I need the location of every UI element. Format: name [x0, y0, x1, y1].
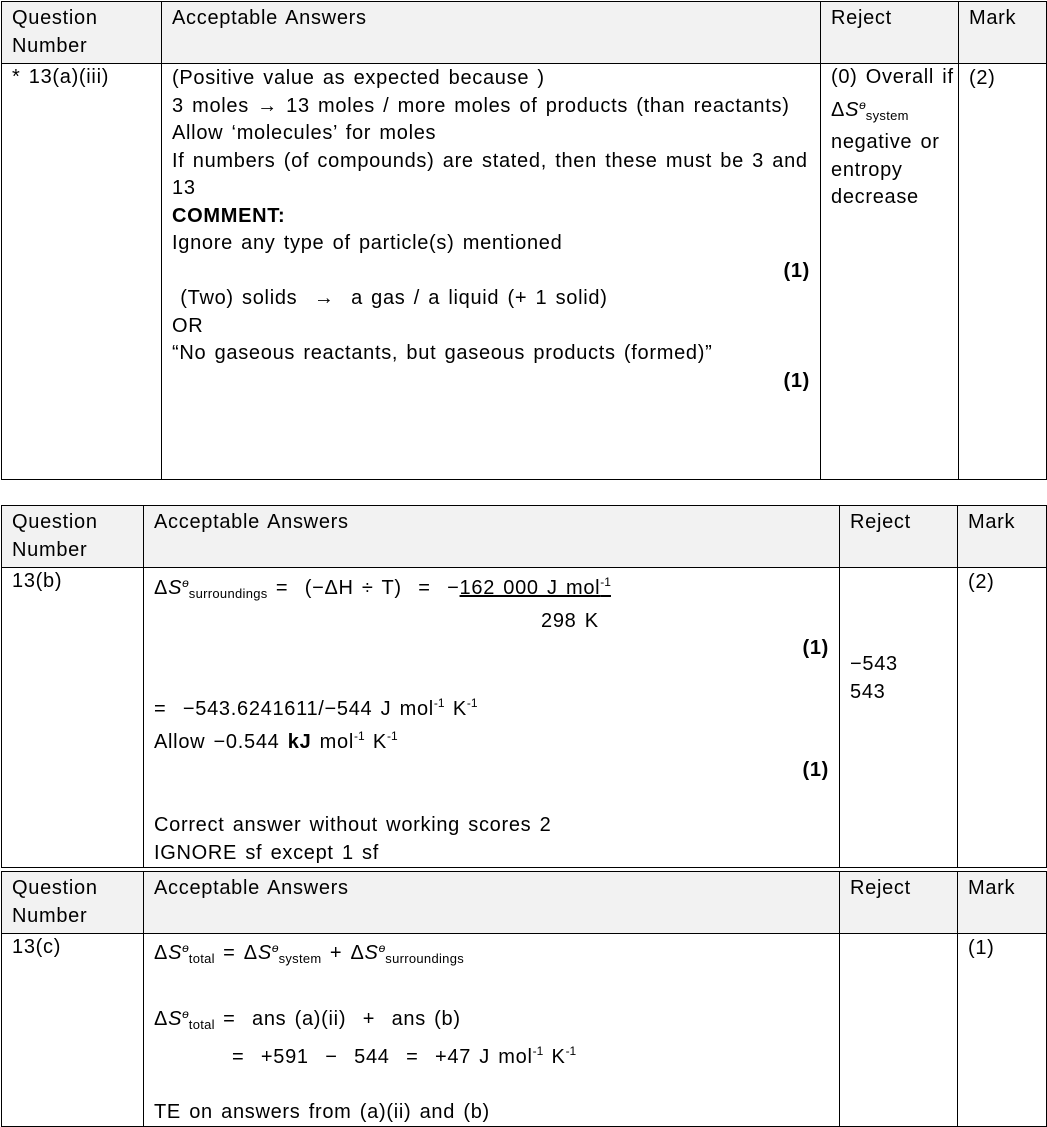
superscript: -1 [386, 729, 398, 743]
result-text: = −543.6241611/−544 J mol [154, 697, 434, 720]
header-question-number: Question Number [2, 506, 144, 568]
delta-symbol: Δ [350, 942, 365, 964]
reject-value: −543 [850, 653, 898, 675]
subscript: surroundings [385, 951, 465, 966]
unit-kj: kJ [287, 731, 312, 753]
reject-cell [821, 64, 959, 480]
header-row [2, 2, 1047, 64]
header-mark: Mark [958, 872, 1047, 934]
delta-symbol: Δ [154, 942, 169, 964]
superscript: -1 [466, 695, 478, 710]
calc-line [154, 1038, 829, 1072]
equation-line [154, 569, 829, 608]
total-equation [154, 935, 829, 973]
header-acceptable-answers: Acceptable Answers [144, 506, 840, 568]
allow-line [154, 723, 829, 757]
mark-cell: (1) [958, 934, 1047, 1127]
ans-text: = ans (a)(ii) + ans (b) [214, 1007, 461, 1030]
standard-symbol: ө [859, 97, 866, 112]
unit-k: K [364, 731, 387, 753]
reject-cell [840, 568, 958, 868]
equals: = [214, 942, 244, 964]
answer-line: If numbers (of compounds) are stated, then these must be 3 and 13 [172, 149, 808, 199]
entropy-symbol: S [168, 577, 183, 599]
answer-line: 3 moles → 13 moles / more moles of products (than reactants) [172, 94, 790, 117]
standard-symbol: ө [182, 1006, 189, 1021]
mark-scheme-table-13c [1, 871, 1047, 1127]
answer-line: OR [172, 314, 204, 337]
superscript: -1 [600, 575, 611, 589]
header-acceptable-answers: Acceptable Answers [162, 2, 821, 64]
unit-k: K [444, 697, 467, 720]
header-reject: Reject [821, 2, 959, 64]
superscript: -1 [532, 1044, 544, 1058]
subscript: total [188, 951, 215, 966]
answer-line [172, 285, 810, 313]
subscript: system [865, 107, 909, 123]
superscript: -1 [433, 695, 445, 710]
spacer [154, 663, 829, 690]
delta-symbol: Δ [831, 98, 846, 121]
header-row [2, 506, 1047, 568]
reject-text: negative or entropy decrease [831, 131, 940, 208]
reject-value: 543 [850, 680, 886, 703]
answer-row [2, 934, 1047, 1127]
standard-symbol: ө [182, 941, 189, 955]
allow-text: Allow −0.544 [154, 731, 288, 753]
mark-point: (1) [802, 758, 829, 781]
entropy-symbol: S [168, 1007, 183, 1030]
answer-row [2, 64, 1047, 480]
subscript: total [188, 1016, 215, 1032]
result-line [154, 690, 829, 724]
unit-mol: mol [311, 731, 354, 753]
answer-row [2, 568, 1047, 868]
acceptable-answers-cell [162, 64, 821, 480]
mark-cell: (2) [959, 64, 1047, 480]
header-question-number: Question Number [2, 872, 144, 934]
delta-symbol: Δ [154, 577, 169, 599]
mark-point: (1) [783, 369, 810, 392]
subscript: surroundings [188, 586, 268, 601]
mark-scheme-table-13b [1, 505, 1047, 868]
subscript: system [278, 951, 322, 966]
standard-symbol: ө [182, 576, 189, 590]
mark-point: (1) [783, 259, 810, 282]
reject-cell [840, 934, 958, 1127]
mark-point: (1) [802, 637, 829, 659]
mark-cell: (2) [958, 568, 1047, 868]
entropy-symbol: S [168, 942, 183, 964]
spacer [154, 973, 829, 1001]
entropy-symbol: S [364, 942, 379, 964]
answer-line: (Positive value as expected because ) [172, 67, 545, 89]
spacer [154, 784, 829, 812]
note-line: IGNORE sf except 1 sf [154, 841, 379, 864]
comment-text: Ignore any type of particle(s) mentioned [172, 232, 563, 254]
solids-text: (Two) solids → a gas / a liquid (+ 1 solid) [180, 287, 608, 309]
equation-text: = (−ΔH ÷ T) = − [267, 577, 460, 599]
header-reject: Reject [840, 506, 958, 568]
standard-symbol: ө [271, 941, 279, 955]
numerator-text: 162 000 J mol [459, 577, 601, 599]
superscript: -1 [565, 1044, 577, 1058]
comment-label: COMMENT: [172, 204, 286, 227]
answer-line: Allow ‘molecules’ for moles [172, 122, 437, 144]
header-mark: Mark [959, 2, 1047, 64]
te-note: TE on answers from (a)(ii) and (b) [154, 1100, 490, 1123]
acceptable-answers-cell [144, 934, 840, 1127]
unit-k: K [543, 1046, 566, 1068]
ans-equation [154, 1001, 829, 1039]
numerator [460, 577, 611, 599]
entropy-symbol: S [257, 942, 272, 964]
note-line: Correct answer without working scores 2 [154, 814, 552, 836]
mark-scheme-table-13a-iii [1, 1, 1047, 480]
spacer [154, 1072, 829, 1099]
question-number: 13(b) [2, 568, 144, 868]
delta-symbol: Δ [154, 1007, 169, 1030]
header-acceptable-answers: Acceptable Answers [144, 872, 840, 934]
reject-text: (0) Overall if [831, 66, 954, 88]
header-mark: Mark [958, 506, 1047, 568]
plus: + [321, 942, 351, 964]
reject-formula [831, 92, 954, 130]
acceptable-answers-cell [144, 568, 840, 868]
standard-symbol: ө [378, 941, 386, 955]
question-number: * 13(a)(iii) [2, 64, 162, 480]
calc-text: = +591 − 544 = +47 J mol [232, 1046, 533, 1068]
header-question-number: Question Number [2, 2, 162, 64]
entropy-symbol: S [845, 98, 860, 121]
header-reject: Reject [840, 872, 958, 934]
header-row [2, 872, 1047, 934]
question-number: 13(c) [2, 934, 144, 1127]
answer-line: “No gaseous reactants, but gaseous products (formed)” [172, 342, 713, 364]
delta-symbol: Δ [243, 942, 258, 964]
denominator: 298 K [541, 609, 599, 632]
superscript: -1 [354, 729, 365, 743]
